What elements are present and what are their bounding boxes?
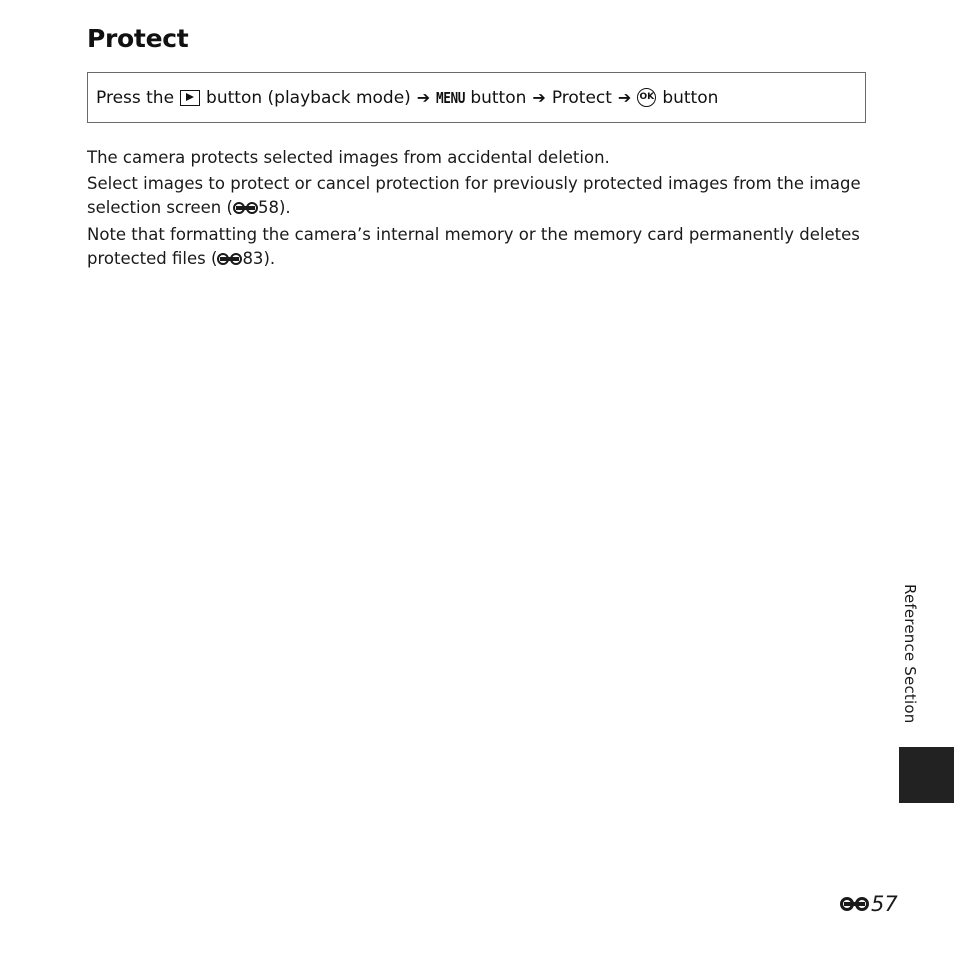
- reference-section-icon: [217, 253, 242, 265]
- navigation-path-box: [87, 72, 866, 123]
- paragraph-intro: The camera protects selected images from accidental deletion.: [87, 148, 610, 167]
- arrow-right-icon: ➔: [617, 88, 632, 107]
- nav-text-playback-mode: button (playback mode): [206, 87, 411, 108]
- playback-button-icon: [180, 90, 200, 106]
- nav-text-press: Press the: [96, 87, 175, 108]
- paragraph-formatting-note-text: Note that formatting the camera’s internal memory or the memory card permanently deletes protected files (: [87, 225, 860, 268]
- paragraph-select-images: Select images to protect or cancel protection for previously protected images from the image selection screen ( 58).: [87, 174, 861, 217]
- reference-section-icon: [233, 202, 258, 214]
- section-tab-marker: [899, 747, 954, 803]
- arrow-right-icon: ➔: [532, 88, 546, 107]
- arrow-right-icon: ➔: [416, 88, 431, 107]
- page-number-value: 57: [871, 892, 898, 916]
- nav-text-button-end: button: [662, 87, 719, 108]
- page-reference-link[interactable]: 83: [242, 249, 264, 268]
- menu-button-label: MENU: [436, 88, 466, 107]
- page-reference-link[interactable]: 58: [257, 198, 279, 217]
- page-title: Protect: [87, 24, 189, 53]
- ok-button-icon: OK: [637, 88, 656, 107]
- paragraph-select-images-text: Select images to protect or cancel protection for previously protected images from the image selection screen (: [87, 174, 861, 217]
- section-side-label: Reference Section: [901, 584, 919, 724]
- nav-text-button: button: [470, 87, 527, 108]
- page-number: [840, 892, 898, 916]
- nav-text-protect: Protect: [551, 87, 612, 108]
- paragraph-formatting-note: Note that formatting the camera’s internal memory or the memory card permanently deletes protected files ( 83).: [87, 225, 860, 268]
- reference-section-icon: [840, 897, 869, 911]
